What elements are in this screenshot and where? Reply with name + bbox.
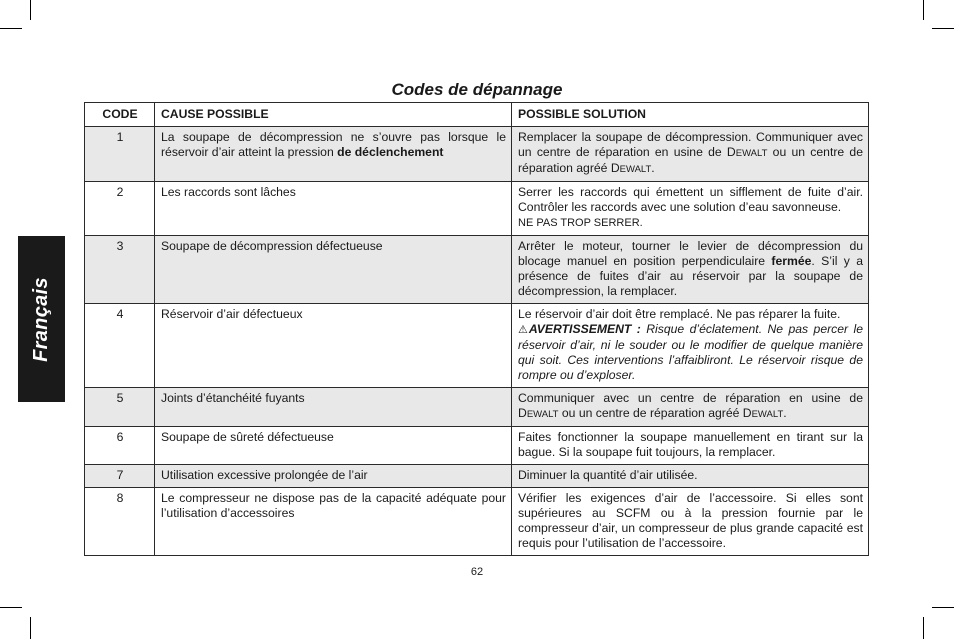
header-solution: POSSIBLE SOLUTION	[512, 103, 869, 127]
row-solution	[512, 236, 869, 304]
brand-smallcaps: EWALT	[735, 148, 768, 159]
troubleshooting-table	[84, 102, 869, 556]
table-row	[85, 465, 869, 488]
solution-text: ou un centre de réparation agréé D	[558, 406, 752, 420]
row-cause: Soupape de sûreté défectueuse	[155, 427, 512, 465]
warning-triangle-icon: ⚠	[518, 324, 528, 336]
solution-bold-text: fermée	[771, 254, 812, 268]
solution-text: . S’il y a présence de fuites d’air au réservoir par la soupape de décompression, la remplacer.	[518, 254, 864, 298]
crop-mark-bl-v	[30, 617, 31, 639]
table-row	[85, 304, 869, 388]
page-number: 62	[470, 566, 484, 578]
row-solution	[512, 127, 869, 182]
brand-smallcaps: EWALT	[526, 409, 559, 420]
crop-mark-br-h	[932, 607, 954, 608]
header-cause: CAUSE POSSIBLE	[155, 103, 512, 127]
table-row	[85, 488, 869, 556]
table-row	[85, 427, 869, 465]
row-solution: Faites fonctionner la soupape manuellement en tirant sur la bague. Si la soupape fuit toujours, la remplacer.	[512, 427, 869, 465]
page-title: Codes de dépannage	[391, 80, 563, 99]
crop-mark-bl-h	[0, 607, 22, 608]
table-row	[85, 388, 869, 427]
row-solution	[512, 182, 869, 236]
solution-text: ou un centre de réparation agréé D	[518, 145, 863, 175]
row-solution	[512, 388, 869, 427]
row-cause: Le compresseur ne dispose pas de la capacité adéquate pour l’utilisation d’accessoires	[155, 488, 512, 556]
crop-mark-tr-h	[932, 28, 954, 29]
solution-text: Arrêter le moteur, tourner le levier de décompression du blocage manuel en position perpendiculaire	[518, 239, 863, 268]
row-code: 1	[85, 127, 155, 182]
brand-smallcaps: EWALT	[751, 409, 784, 420]
warning-block	[518, 322, 863, 382]
warning-text: Risque d’éclatement. Ne pas percer le réservoir d’air, ni le souder ou le modifier de quelque manière qui soit. Ces interventions l’affaibliront. Le réservoir risque de rompre ou d’exploser.	[518, 322, 863, 382]
warning-label: AVERTISSEMENT :	[528, 322, 641, 336]
row-solution	[512, 304, 869, 388]
solution-text: .	[783, 406, 787, 420]
row-cause: Utilisation excessive prolongée de l’air	[155, 465, 512, 488]
solution-text: Communiquer avec un centre de réparation en usine de D	[518, 391, 863, 420]
caution-text: NE PAS TROP SERRER.	[518, 217, 643, 229]
row-code: 6	[85, 427, 155, 465]
solution-text: Le réservoir d’air doit être remplacé. Ne pas réparer la fuite.	[518, 307, 841, 321]
row-code: 5	[85, 388, 155, 427]
row-solution: Vérifier les exigences d’air de l’accessoire. Si elles sont supérieures au SCFM ou à la pression fournie par le compresseur d’air, un compresseur de plus grande capacité est requis pour l’utilisation de l’accessoire.	[512, 488, 869, 556]
row-cause: Joints d’étanchéité fuyants	[155, 388, 512, 427]
row-code: 4	[85, 304, 155, 388]
row-code: 3	[85, 236, 155, 304]
solution-text: Serrer les raccords qui émettent un sifflement de fuite d’air. Contrôler les raccords avec une solution d’eau savonneuse.	[518, 185, 863, 214]
table-row	[85, 182, 869, 236]
solution-text: .	[651, 161, 655, 175]
row-cause: Réservoir d’air défectueux	[155, 304, 512, 388]
row-cause	[155, 127, 512, 182]
crop-mark-tl-v	[30, 0, 31, 20]
table-header-row	[85, 103, 869, 127]
crop-mark-tl-h	[0, 28, 22, 29]
header-code: CODE	[85, 103, 155, 127]
brand-smallcaps: EWALT	[619, 164, 652, 175]
language-label: Français	[30, 276, 53, 362]
cause-text: La soupape de décompression ne s’ouvre pas lorsque le réservoir d’air atteint la pression	[161, 130, 506, 159]
language-side-tab	[18, 236, 65, 402]
row-solution: Diminuer la quantité d’air utilisée.	[512, 465, 869, 488]
table-row	[85, 236, 869, 304]
row-code: 7	[85, 465, 155, 488]
row-code: 2	[85, 182, 155, 236]
row-code: 8	[85, 488, 155, 556]
crop-mark-br-v	[923, 617, 924, 639]
crop-mark-tr-v	[923, 0, 924, 20]
solution-text: Remplacer la soupape de décompression. Communiquer avec un centre de réparation en usine de D	[518, 130, 863, 159]
table-row	[85, 127, 869, 182]
row-cause: Les raccords sont lâches	[155, 182, 512, 236]
cause-bold-text: de déclenchement	[337, 145, 444, 159]
row-cause: Soupape de décompression défectueuse	[155, 236, 512, 304]
